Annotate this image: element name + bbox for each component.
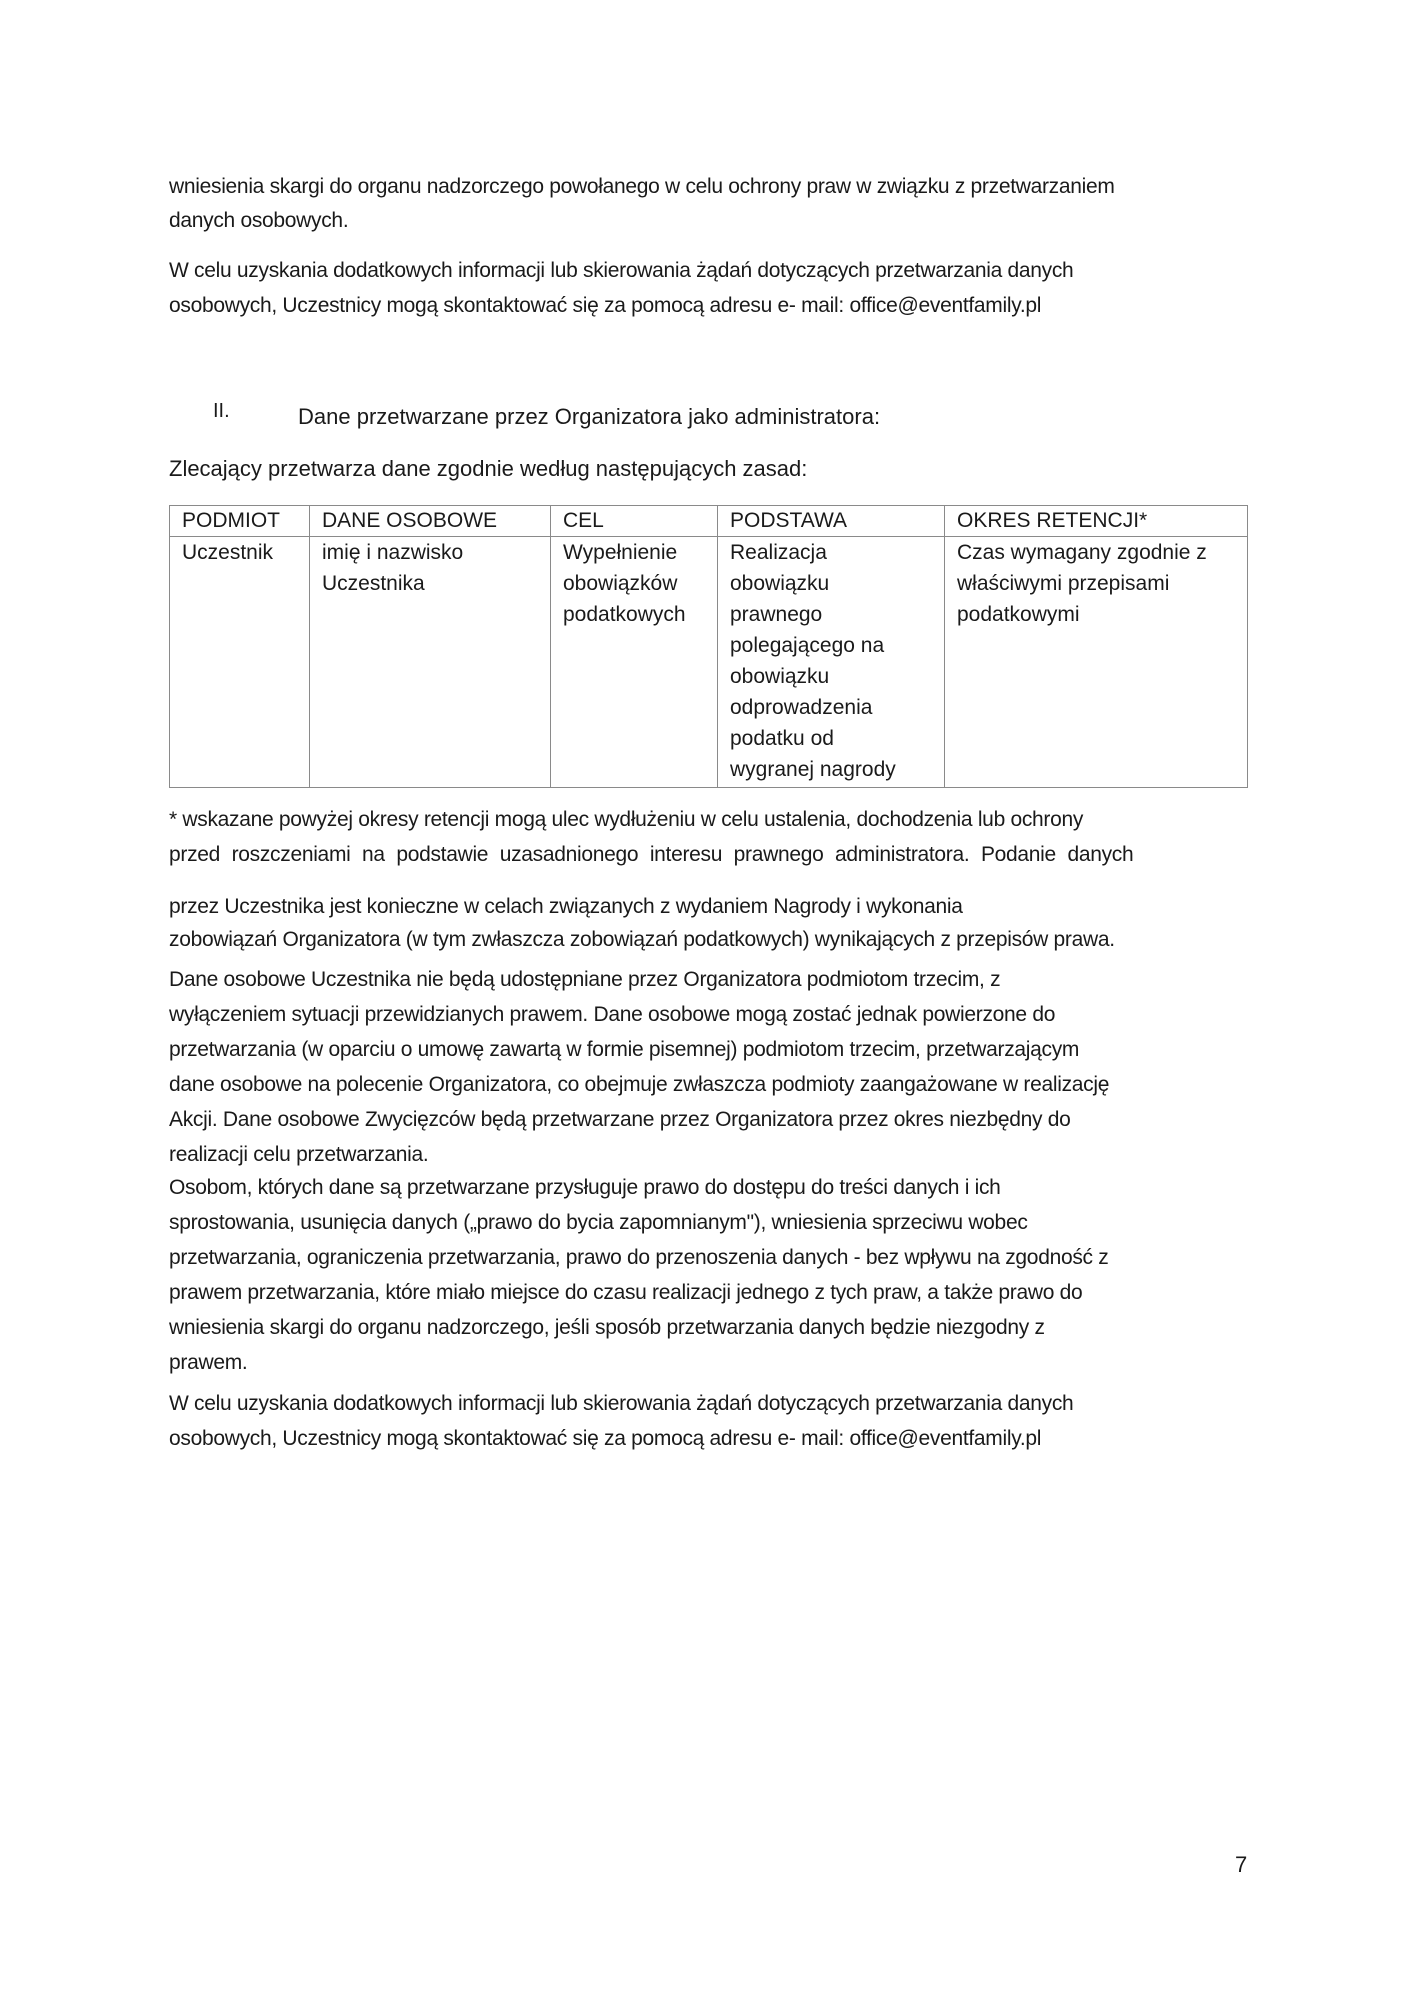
paragraph-contact-info-2 [169,1386,1073,1456]
paragraph-data-sharing [169,962,1109,1172]
header-cel: CEL [551,506,718,537]
text-line: dane osobowe na polecenie Organizatora, co obejmuje zwłaszcza podmioty zaangażowane w realizację [169,1073,1110,1096]
page-number: 7 [1235,1852,1248,1877]
paragraph-data-necessity [169,890,1115,956]
cell-podmiot: Uczestnik [170,537,310,788]
text-line: W celu uzyskania dodatkowych informacji lub skierowania żądań dotyczących przetwarzania danych [169,259,1074,282]
table-row [170,537,1248,788]
text-line: przez Uczestnika jest konieczne w celach związanych z wydaniem Nagrody i wykonania [169,895,963,918]
text-line: W celu uzyskania dodatkowych informacji lub skierowania żądań dotyczących przetwarzania danych [169,1392,1074,1415]
header-podmiot: PODMIOT [170,506,310,537]
text-line: przetwarzania, ograniczenia przetwarzania, prawo do przenoszenia danych - bez wpływu na zgodność z [169,1246,1109,1269]
section-number: II. [213,400,230,422]
text-line: osobowych, Uczestnicy mogą skontaktować się za pomocą adresu e- mail: office@eventfamily.pl [169,1427,1042,1450]
header-dane-osobowe: DANE OSOBOWE [310,506,551,537]
text-line: danych osobowych. [169,209,349,232]
section-intro: Zlecający przetwarza dane zgodnie według następujących zasad: [169,456,808,481]
text-line: realizacji celu przetwarzania. [169,1143,429,1166]
data-processing-table [169,505,1248,788]
text-line: przetwarzania (w oparciu o umowę zawartą w formie pisemnej) podmiotom trzecim, przetwarzającym [169,1038,1080,1061]
cell-cel: Wypełnienie obowiązków podatkowych [551,537,718,788]
text-line: przed roszczeniami na podstawie uzasadnionego interesu prawnego administratora. Podanie danych [169,843,1134,866]
header-okres-retencji: OKRES RETENCJI* [945,506,1248,537]
paragraph-contact-info [169,253,1073,323]
text-line: * wskazane powyżej okresy retencji mogą ulec wydłużeniu w celu ustalenia, dochodzenia lub ochrony [169,808,1084,831]
text-line: wyłączeniem sytuacji przewidzianych prawem. Dane osobowe mogą zostać jednak powierzone do [169,1003,1056,1026]
cell-podstawa: Realizacja obowiązku prawnego polegającego na obowiązku odprowadzenia podatku od wygranej nagrody [718,537,945,788]
retention-footnote [169,802,1133,872]
cell-dane-osobowe: imię i nazwisko Uczestnika [310,537,551,788]
text-line: Osobom, których dane są przetwarzane przysługuje prawo do dostępu do treści danych i ich [169,1176,1001,1199]
text-line: Dane osobowe Uczestnika nie będą udostępniane przez Organizatora podmiotom trzecim, z [169,968,1001,991]
paragraph-complaint-right [169,170,1115,238]
header-podstawa: PODSTAWA [718,506,945,537]
text-line: wniesienia skargi do organu nadzorczego powołanego w celu ochrony praw w związku z przetwarzaniem [169,175,1115,198]
text-line: prawem przetwarzania, które miało miejsce do czasu realizacji jednego z tych praw, a także prawo do [169,1281,1083,1304]
text-line: prawem. [169,1351,248,1374]
text-line: zobowiązań Organizatora (w tym zwłaszcza zobowiązań podatkowych) wynikających z przepisów prawa. [169,928,1115,951]
table-header-row [170,506,1248,537]
text-line: wniesienia skargi do organu nadzorczego, jeśli sposób przetwarzania danych będzie niezgodny z [169,1316,1045,1339]
section-title: Dane przetwarzane przez Organizatora jako administratora: [298,404,881,429]
text-line: osobowych, Uczestnicy mogą skontaktować się za pomocą adresu e- mail: office@eventfamily.pl [169,294,1042,317]
cell-okres-retencji: Czas wymagany zgodnie z właściwymi przepisami podatkowymi [945,537,1248,788]
paragraph-data-subject-rights [169,1170,1108,1380]
text-line: sprostowania, usunięcia danych („prawo do bycia zapomnianym"), wniesienia sprzeciwu wobec [169,1211,1028,1234]
text-line: Akcji. Dane osobowe Zwycięzców będą przetwarzane przez Organizatora przez okres niezbędny do [169,1108,1071,1131]
